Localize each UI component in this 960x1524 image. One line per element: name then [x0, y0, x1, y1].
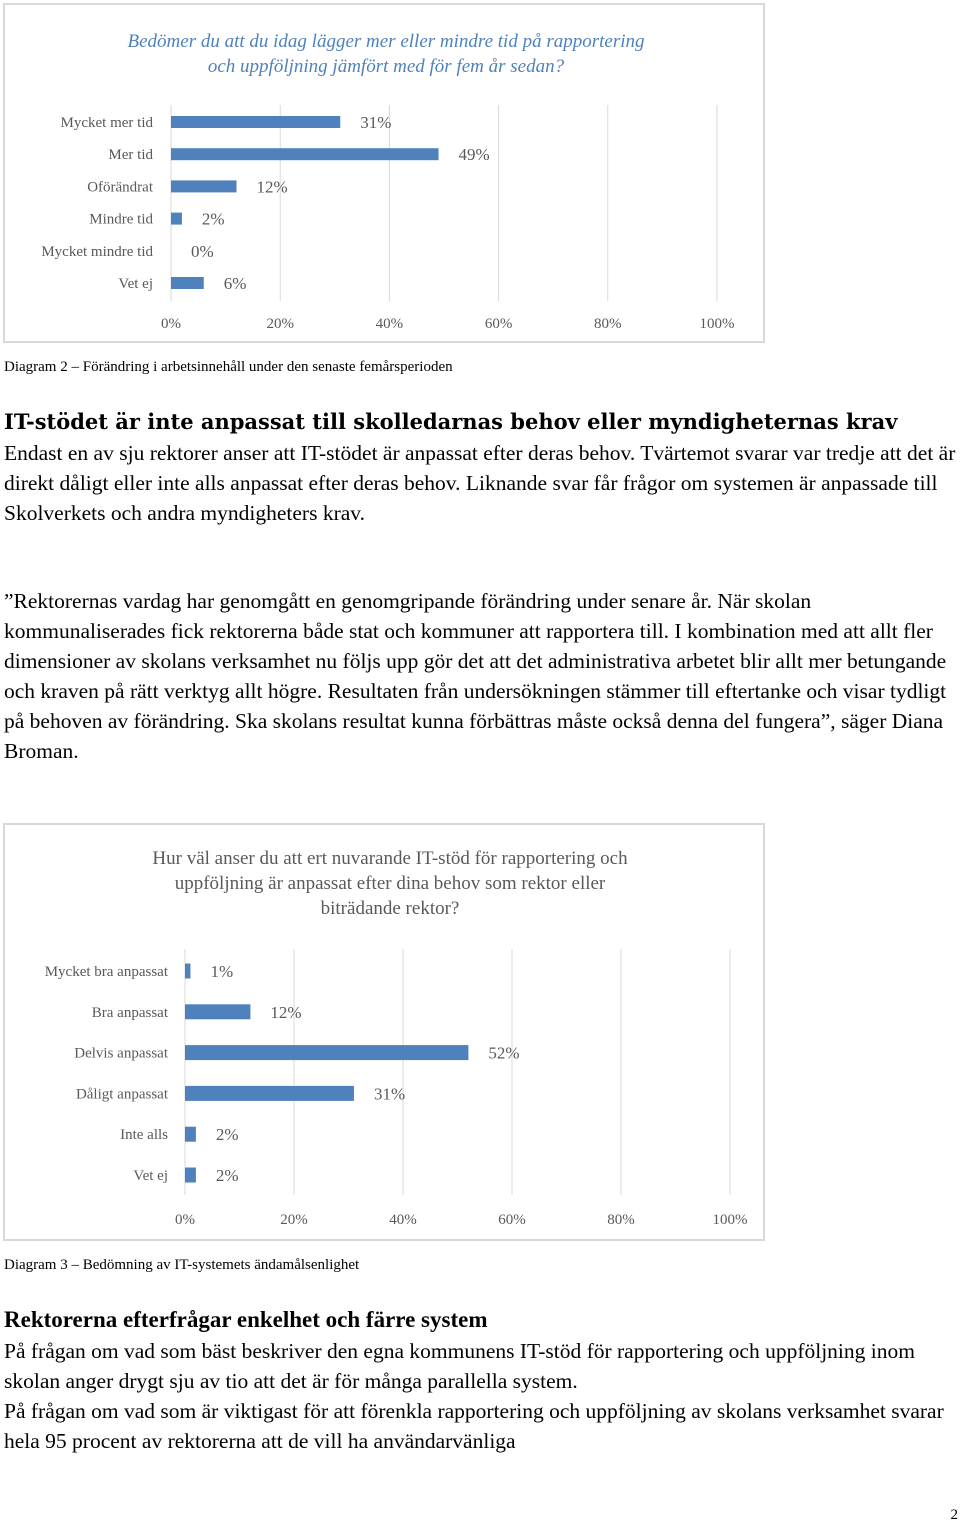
- chart-2-tick-label: 40%: [389, 1212, 417, 1228]
- chart-2-tick-label: 0%: [175, 1212, 195, 1228]
- chart-2-value-label: 1%: [210, 962, 234, 981]
- caption-diagram-3: Diagram 3 – Bedömning av IT-systemets ändamålsenlighet: [4, 1257, 360, 1273]
- chart-1-tick-label: 100%: [699, 316, 735, 332]
- chart-2-bar: [185, 1045, 468, 1060]
- chart-2-bar: [185, 1004, 250, 1019]
- chart-1-value-label: 12%: [256, 177, 288, 197]
- chart-1-title-line-2: och uppföljning jämfört med för fem år sedan?: [207, 56, 565, 77]
- chart-2-bar: [185, 1168, 196, 1183]
- caption-diagram-2: Diagram 2 – Förändring i arbetsinnehåll under den senaste femårsperioden: [4, 359, 453, 375]
- chart-it-support-fit: [3, 823, 765, 1241]
- chart-1-bar: [171, 180, 237, 192]
- paragraph-parallel-systems: På frågan om vad som bäst beskriver den egna kommunens IT-stöd för rapportering och uppföljning inom skolan anger drygt sju av tio att det är för många parallella system.: [4, 1339, 915, 1393]
- heading-simplicity: Rektorerna efterfrågar enkelhet och färre system: [4, 1307, 488, 1332]
- chart-2-bar: [185, 1127, 196, 1142]
- page-number: 2: [950, 1507, 958, 1523]
- chart-1-value-label: 2%: [201, 209, 225, 229]
- paragraph-it-support: Endast en av sju rektorer anser att IT-stödet är anpassat efter deras behov. Tvärtemot svarar var tredje att det är direkt dåligt eller inte alls anpassat efter deras behov. Liknande svar får frågor om systemen är anpassade till Skolverkets och andra myndigheters krav.: [4, 441, 956, 525]
- chart-2-category-label: Vet ej: [133, 1168, 168, 1184]
- chart-2-value-label: 2%: [215, 1166, 239, 1185]
- chart-1-category-label: Oförändrat: [87, 179, 153, 196]
- chart-1-category-label: Mindre tid: [89, 211, 153, 228]
- chart-1-category-label: Mycket mindre tid: [41, 243, 153, 260]
- chart-2-bar: [185, 964, 190, 979]
- chart-1-bar: [171, 116, 340, 128]
- chart-2-category-label: Mycket bra anpassat: [44, 964, 168, 980]
- chart-2-title-line-2: uppföljning är anpassat efter dina behov som rektor eller: [174, 873, 606, 894]
- chart-1-bar: [171, 213, 182, 225]
- chart-1-tick-label: 40%: [375, 316, 404, 332]
- heading-it-support: IT-stödet är inte anpassat till skolledarnas behov eller myndigheternas krav: [4, 409, 898, 434]
- chart-1-category-label: Mer tid: [108, 147, 153, 164]
- chart-1-category-label: Vet ej: [118, 276, 153, 292]
- chart-2-category-label: Inte alls: [120, 1127, 168, 1144]
- chart-2-value-label: 52%: [488, 1043, 520, 1063]
- chart-2-category-label: Dåligt anpassat: [75, 1086, 168, 1103]
- chart-1-plot: [5, 5, 763, 341]
- chart-2-tick-label: 80%: [607, 1212, 635, 1228]
- chart-2-value-label: 2%: [215, 1125, 239, 1145]
- chart-change-in-time: [3, 3, 765, 343]
- chart-2-title-line-1: Hur väl anser du att ert nuvarande IT-stöd för rapportering och: [152, 848, 628, 869]
- chart-1-value-label: 6%: [223, 274, 247, 293]
- chart-2-value-label: 12%: [270, 1002, 302, 1022]
- chart-1-tick-label: 0%: [161, 316, 181, 332]
- chart-1-bar: [171, 277, 204, 289]
- chart-1-tick-label: 80%: [594, 316, 622, 332]
- chart-1-category-label: Mycket mer tid: [60, 115, 153, 131]
- chart-2-tick-label: 60%: [498, 1212, 526, 1228]
- quote-paragraph: ”Rektorernas vardag har genomgått en genomgripande förändring under senare år. När skolan kommunaliserades fick rektorerna både stat och kommuner att rapportera till. I kombination med att allt fler dimensioner av skolans verksamhet nu följs upp gör det att det administrativa arbetet blir allt mer betungande och kraven på rätt verktyg allt högre. Resultaten från undersökningen stämmer till eftertanke och visar tydligt på behoven av förändring. Ska skolans resultat kunna förbättras måste också denna del fungera”, säger Diana Broman.: [4, 589, 947, 763]
- paragraph-user-friendly: På frågan om vad som är viktigast för att förenkla rapportering och uppföljning av skolans verksamhet svarar hela 95 procent av rektorerna att de vill ha användarvänliga: [4, 1399, 944, 1453]
- chart-1-value-label: 0%: [191, 241, 214, 261]
- chart-1-bar: [171, 148, 439, 160]
- chart-2-category-label: Delvis anpassat: [74, 1045, 168, 1062]
- chart-2-tick-label: 20%: [280, 1212, 308, 1228]
- chart-1-tick-label: 60%: [484, 316, 513, 332]
- chart-1-value-label: 31%: [360, 113, 392, 132]
- chart-2-bar: [185, 1086, 354, 1101]
- chart-1-value-label: 49%: [458, 145, 490, 165]
- chart-1-title-line-1: Bedömer du att du idag lägger mer eller mindre tid på rapportering: [127, 31, 645, 52]
- chart-1-tick-label: 20%: [266, 316, 294, 332]
- chart-2-tick-label: 100%: [712, 1212, 748, 1228]
- chart-2-value-label: 31%: [373, 1084, 406, 1104]
- chart-2-title-line-3: biträdande rektor?: [320, 898, 460, 919]
- chart-2-plot: [5, 825, 763, 1239]
- chart-2-category-label: Bra anpassat: [91, 1004, 168, 1021]
